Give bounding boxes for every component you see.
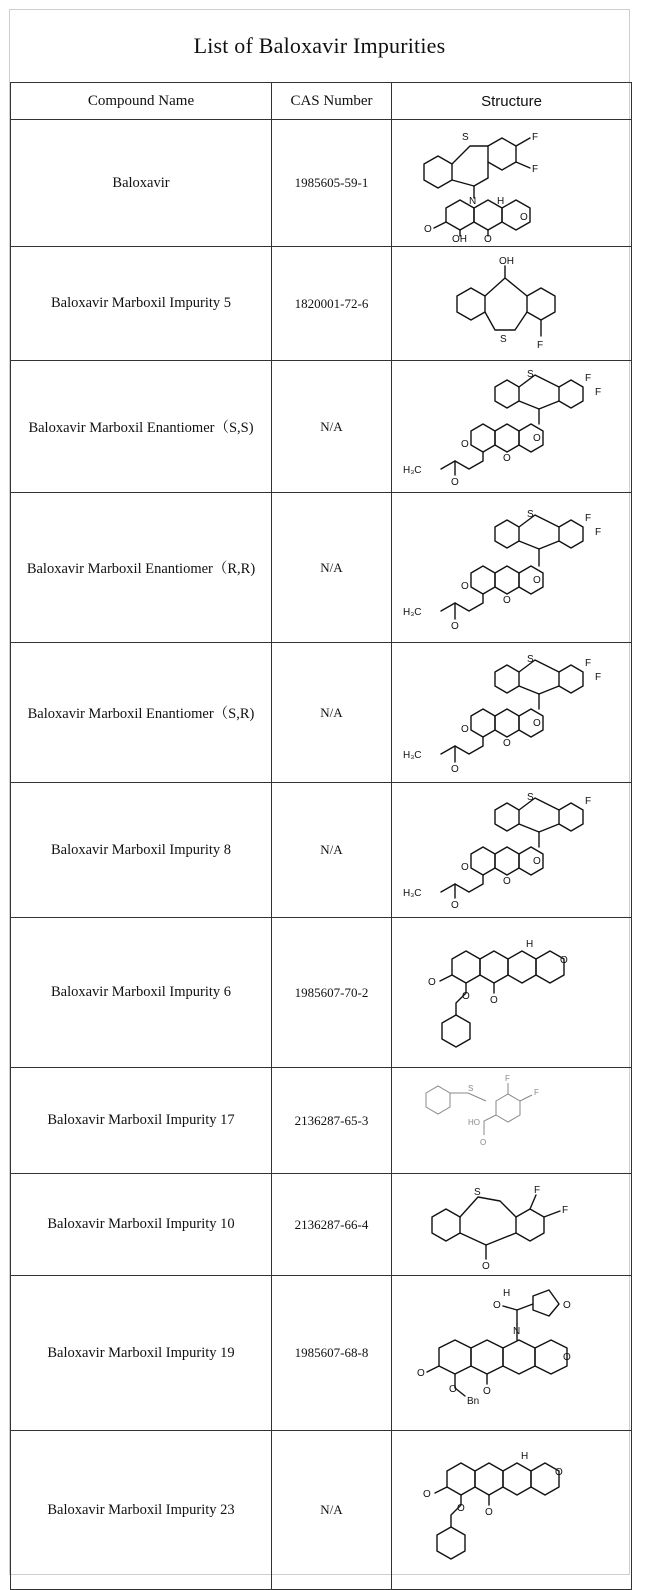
compound-name: Baloxavir Marboxil Impurity 8: [11, 783, 272, 918]
atom-label: F: [504, 1073, 510, 1083]
compound-name: Baloxavir Marboxil Impurity 5: [11, 247, 272, 361]
structure-cell: [392, 493, 632, 643]
table-row: [11, 361, 632, 493]
atom-label: O: [450, 900, 459, 911]
cas-number: N/A: [272, 783, 392, 918]
atom-label: S: [473, 1186, 481, 1198]
structure-cell: [392, 1068, 632, 1174]
impurity-17-structure-icon: [412, 1071, 612, 1171]
atom-label: H₃C: [402, 888, 422, 899]
impurity-8-structure-icon: [399, 788, 625, 912]
structure-cell: [392, 120, 632, 247]
table-row: [11, 643, 632, 783]
impurity-19-structure-icon: [399, 1280, 625, 1426]
atom-label: H₃C: [402, 464, 422, 476]
atom-label: H: [525, 938, 533, 950]
atom-label: F: [533, 1087, 539, 1097]
document-sheet: [9, 9, 630, 1575]
column-header-structure: Structure: [392, 83, 632, 120]
table-row: [11, 1174, 632, 1276]
cas-number: N/A: [272, 361, 392, 493]
atom-label: O: [483, 234, 492, 242]
atom-label: O: [532, 856, 541, 867]
compound-name: Baloxavir Marboxil Impurity 19: [11, 1276, 272, 1431]
atom-label: H₃C: [402, 749, 422, 761]
atom-label: O: [423, 224, 432, 235]
atom-label: F: [584, 372, 591, 384]
atom-label: O: [482, 1386, 491, 1397]
impurity-6-structure-icon: [412, 923, 612, 1063]
atom-label: O: [562, 1352, 571, 1363]
atom-label: F: [594, 386, 601, 398]
atom-label: O: [456, 1503, 465, 1514]
cas-number: 1820001-72-6: [272, 247, 392, 361]
table-row: [11, 918, 632, 1068]
structure-cell: [392, 1431, 632, 1590]
atom-label: F: [594, 526, 601, 538]
atom-label: F: [531, 164, 538, 175]
atom-label: S: [467, 1083, 473, 1093]
table-row: [11, 247, 632, 361]
cas-number: 2136287-66-4: [272, 1174, 392, 1276]
atom-label: N: [512, 1326, 520, 1337]
atom-label: O: [416, 1368, 425, 1379]
atom-label: S: [526, 792, 534, 803]
cas-number: 2136287-65-3: [272, 1068, 392, 1174]
atom-label: S: [499, 333, 507, 345]
table-row: [11, 493, 632, 643]
baloxavir-structure-icon: [402, 124, 622, 242]
atom-label: O: [448, 1384, 457, 1395]
atom-label: F: [584, 796, 591, 807]
atom-label: S: [526, 368, 534, 380]
atom-label: O: [532, 574, 541, 586]
table-row: [11, 1276, 632, 1431]
structure-cell: [392, 1174, 632, 1276]
cas-number: 1985605-59-1: [272, 120, 392, 247]
atom-label: O: [502, 452, 511, 464]
atom-label: O: [461, 990, 470, 1002]
atom-label: F: [536, 339, 543, 351]
atom-label: O: [532, 432, 541, 444]
cas-number: N/A: [272, 1431, 392, 1590]
structure-cell: [392, 918, 632, 1068]
enantiomer-sr-structure-icon: [399, 650, 625, 776]
cas-number: 1985607-70-2: [272, 918, 392, 1068]
compound-name: Baloxavir Marboxil Impurity 6: [11, 918, 272, 1068]
compound-name: Baloxavir Marboxil Enantiomer（R,R): [11, 493, 272, 643]
atom-label: O: [460, 862, 469, 873]
atom-label: S: [526, 508, 534, 520]
table-header-row: [11, 83, 632, 120]
cas-number: 1985607-68-8: [272, 1276, 392, 1431]
compound-name: Baloxavir Marboxil Enantiomer（S,R): [11, 643, 272, 783]
page-title: List of Baloxavir Impurities: [193, 33, 446, 58]
atom-label: S: [461, 132, 469, 143]
cas-number: N/A: [272, 493, 392, 643]
impurities-table: [10, 82, 632, 1590]
atom-label: N: [468, 196, 476, 207]
structure-cell: [392, 247, 632, 361]
structure-cell: [392, 1276, 632, 1431]
atom-label: H₃C: [402, 606, 422, 618]
atom-label: F: [594, 671, 601, 683]
compound-name: Baloxavir Marboxil Impurity 17: [11, 1068, 272, 1174]
atom-label: O: [427, 976, 436, 988]
atom-label: O: [460, 438, 469, 450]
atom-label: O: [502, 594, 511, 606]
atom-label: F: [561, 1204, 568, 1216]
atom-label: O: [460, 723, 469, 735]
table-row: [11, 783, 632, 918]
atom-label: O: [519, 212, 528, 223]
atom-label: Bn: [466, 1396, 479, 1407]
atom-label: OH: [498, 255, 514, 267]
atom-label: O: [422, 1489, 431, 1500]
structure-cell: [392, 783, 632, 918]
atom-label: O: [562, 1300, 571, 1311]
atom-label: F: [531, 132, 538, 143]
impurity-23-structure-icon: [407, 1437, 617, 1583]
atom-label: O: [502, 876, 511, 887]
atom-label: O: [492, 1300, 501, 1311]
atom-label: H: [496, 196, 504, 207]
atom-label: F: [584, 512, 591, 524]
atom-label: O: [450, 620, 459, 632]
atom-label: O: [481, 1260, 490, 1272]
atom-label: HO: [467, 1117, 480, 1127]
atom-label: H: [520, 1451, 528, 1462]
atom-label: O: [489, 994, 498, 1006]
atom-label: F: [584, 657, 591, 669]
atom-label: O: [460, 580, 469, 592]
impurity-10-structure-icon: [412, 1177, 612, 1273]
atom-label: H: [502, 1288, 510, 1299]
enantiomer-rr-structure-icon: [399, 503, 625, 633]
atom-label: O: [479, 1137, 486, 1147]
atom-label: F: [533, 1184, 540, 1196]
compound-name: Baloxavir Marboxil Impurity 23: [11, 1431, 272, 1590]
atom-label: O: [554, 1467, 563, 1478]
cas-number: N/A: [272, 643, 392, 783]
compound-name: Baloxavir: [11, 120, 272, 247]
enantiomer-ss-structure-icon: [399, 365, 625, 489]
atom-label: O: [559, 954, 568, 966]
atom-label: O: [450, 763, 459, 775]
compound-name: Baloxavir Marboxil Impurity 10: [11, 1174, 272, 1276]
atom-label: O: [450, 476, 459, 488]
atom-label: S: [526, 653, 534, 665]
impurity-5-structure-icon: [437, 252, 587, 356]
table-row: [11, 1431, 632, 1590]
atom-label: O: [532, 717, 541, 729]
column-header-cas: CAS Number: [272, 83, 392, 120]
structure-cell: [392, 643, 632, 783]
column-header-name: Compound Name: [11, 83, 272, 120]
structure-cell: [392, 361, 632, 493]
atom-label: O: [484, 1507, 493, 1518]
compound-name: Baloxavir Marboxil Enantiomer（S,S): [11, 361, 272, 493]
table-row: [11, 120, 632, 247]
atom-label: OH: [451, 234, 467, 242]
atom-label: O: [502, 737, 511, 749]
table-row: [11, 1068, 632, 1174]
